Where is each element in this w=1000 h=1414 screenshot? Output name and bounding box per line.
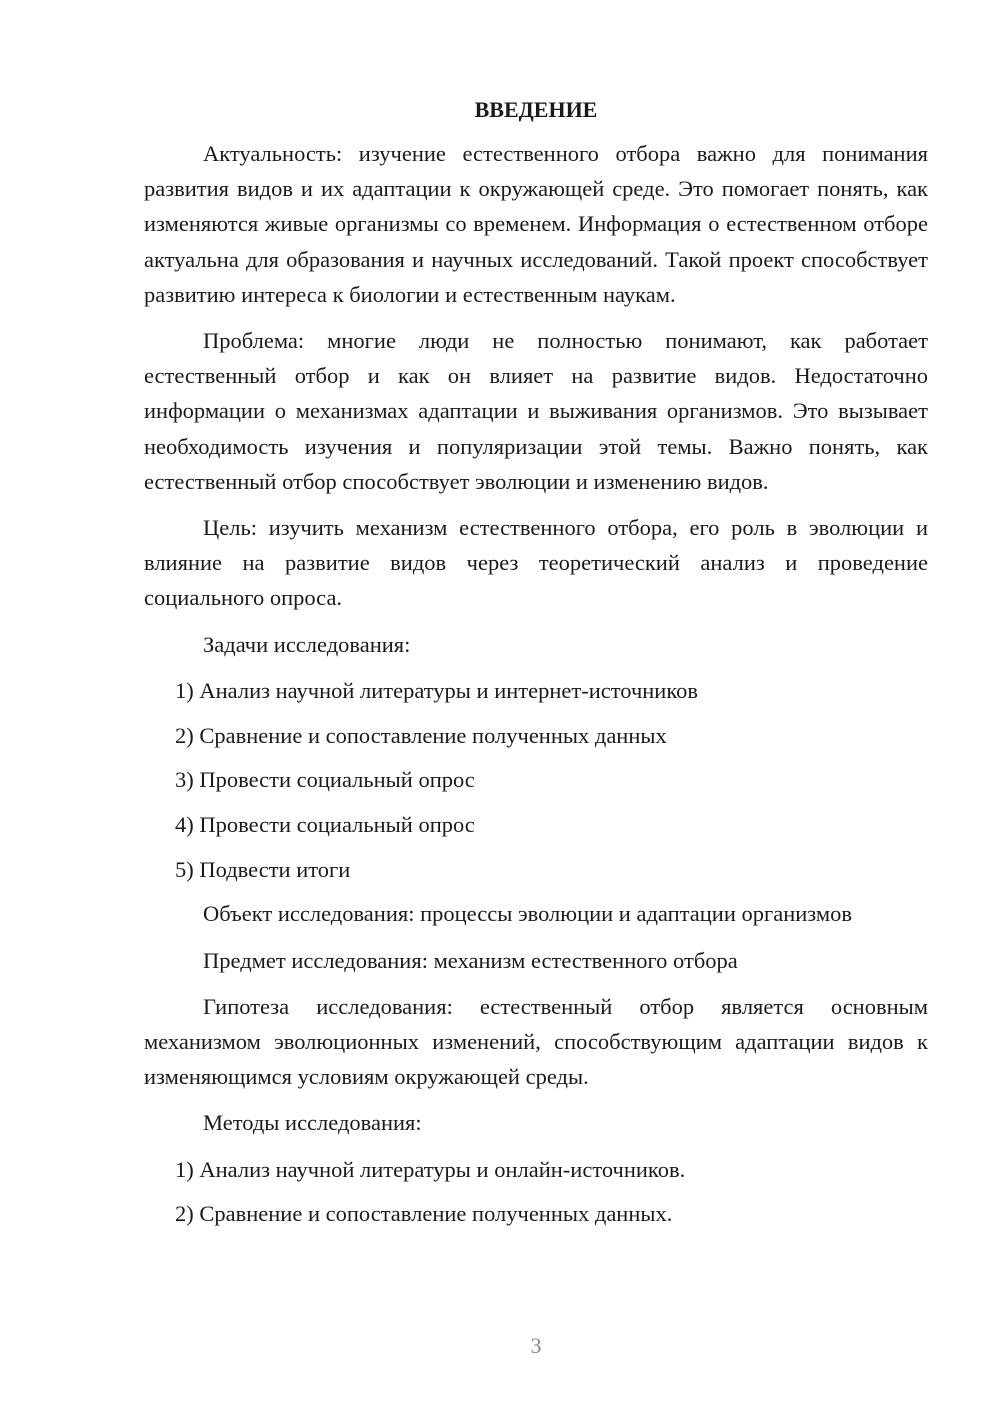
methods-title: Методы исследования: bbox=[203, 1110, 422, 1136]
page-content bbox=[144, 94, 928, 1241]
section-heading: ВВЕДЕНИЕ bbox=[474, 97, 598, 122]
list-item: 3) Провести социальный опрос bbox=[175, 767, 475, 793]
list-item: 4) Провести социальный опрос bbox=[175, 811, 475, 837]
methods-list bbox=[144, 1152, 928, 1232]
tasks-list bbox=[144, 673, 928, 887]
tasks-title: Задачи исследования: bbox=[203, 631, 411, 657]
relevance-paragraph: Актуальность: изучение естественного отбора важно для понимания развития видов и их адаптации к окружающей среде. Это помогает понять, как изменяются живые организмы со временем. Информация о естественном отборе актуальна для образования и научных исследований. Такой проект способствует развитию интереса к биологии и естественным наукам. bbox=[144, 141, 928, 307]
research-subject: Предмет исследования: механизм естественного отбора bbox=[203, 947, 738, 973]
list-item: 2) Сравнение и сопоставление полученных данных. bbox=[175, 1201, 673, 1227]
research-object: Объект исследования: процессы эволюции и адаптации организмов bbox=[203, 901, 852, 927]
hypothesis-paragraph: Гипотеза исследования: естественный отбор является основным механизмом эволюционных изменений, способствующим адаптации видов к изменяющимся условиям окружающей среды. bbox=[144, 993, 928, 1090]
problem-paragraph: Проблема: многие люди не полностью понимают, как работает естественный отбор и как он влияет на развитие видов. Недостаточно информации о механизмах адаптации и выживания организмов. Это вызывает необходимость изучения и популяризации этой темы. Важно понять, как естественный отбор способствует эволюции и изменению видов. bbox=[144, 328, 928, 494]
goal-paragraph: Цель: изучить механизм естественного отбора, его роль в эволюции и влияние на развитие видов через теоретический анализ и проведение социального опроса. bbox=[144, 515, 928, 611]
list-item: 2) Сравнение и сопоставление полученных данных bbox=[175, 722, 667, 748]
list-item: 1) Анализ научной литературы и интернет-источников bbox=[175, 677, 699, 703]
list-item: 5) Подвести итоги bbox=[175, 856, 351, 882]
list-item: 1) Анализ научной литературы и онлайн-источников. bbox=[175, 1156, 686, 1182]
page-number: 3 bbox=[530, 1333, 542, 1358]
